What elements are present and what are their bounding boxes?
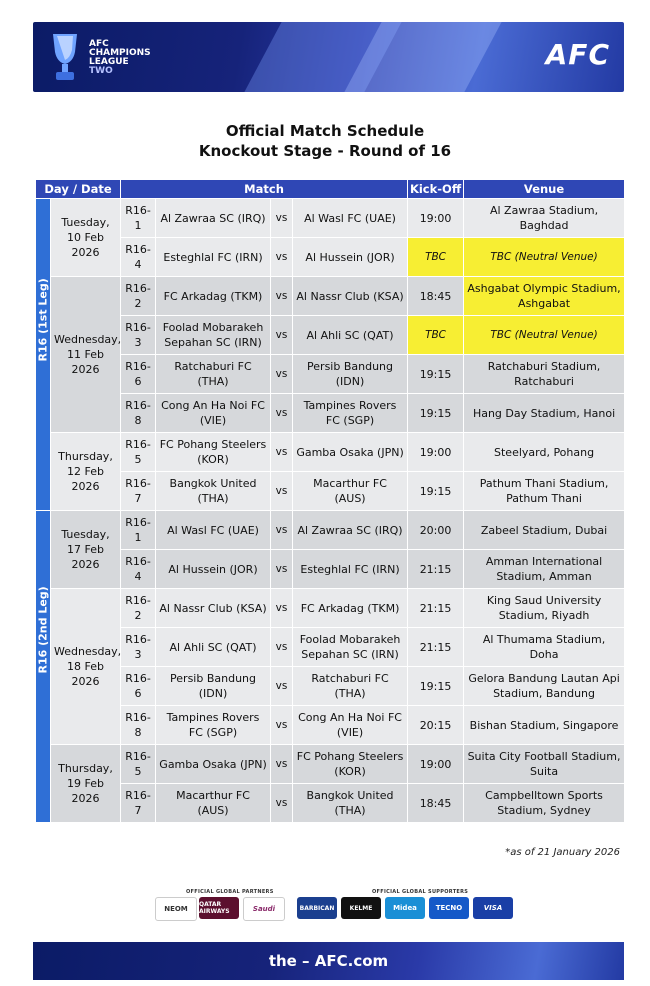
saudi-logo: Saudi	[243, 897, 285, 921]
table-row	[36, 511, 625, 550]
kickoff-time: 18:45	[408, 277, 464, 316]
qatar-airways-logo: QATAR AIRWAYS	[199, 897, 239, 919]
home-team: Macarthur FC (AUS)	[156, 784, 271, 823]
away-team: Persib Bandung (IDN)	[293, 355, 408, 394]
home-team: Al Hussein (JOR)	[156, 550, 271, 589]
barbican-logo: BARBICAN	[297, 897, 337, 919]
vs-label: vs	[271, 433, 293, 472]
venue: Gelora Bandung Lautan Api Stadium, Bandung	[464, 667, 625, 706]
venue: Pathum Thani Stadium, Pathum Thani	[464, 472, 625, 511]
competition-logo-text	[89, 40, 151, 76]
day-text: Thursday,	[58, 762, 113, 775]
header-venue: Venue	[464, 180, 625, 199]
brand-line-1: AFC	[89, 39, 109, 49]
table-row	[36, 589, 625, 628]
home-team: Ratchaburi FC (THA)	[156, 355, 271, 394]
venue: Hang Day Stadium, Hanoi	[464, 394, 625, 433]
date-text: 12 Feb 2026	[67, 465, 104, 493]
vs-label: vs	[271, 589, 293, 628]
kickoff-time: 18:45	[408, 784, 464, 823]
leg-text: R16 (2nd Leg)	[36, 586, 50, 674]
table-row	[36, 472, 625, 511]
date-text: 17 Feb 2026	[67, 543, 104, 571]
home-team: Bangkok United (THA)	[156, 472, 271, 511]
home-team: Esteghlal FC (IRN)	[156, 238, 271, 277]
date-cell	[51, 199, 121, 277]
leg-label-2	[36, 511, 51, 823]
away-team: Gamba Osaka (JPN)	[293, 433, 408, 472]
vs-label: vs	[271, 706, 293, 745]
home-team: Al Nassr Club (KSA)	[156, 589, 271, 628]
visa-logo: VISA	[473, 897, 513, 919]
footer-banner	[33, 942, 624, 980]
table-row	[36, 667, 625, 706]
match-code: R16-5	[121, 433, 156, 472]
table-row	[36, 277, 625, 316]
kickoff-time: 19:15	[408, 667, 464, 706]
home-team: Tampines Rovers FC (SGP)	[156, 706, 271, 745]
away-team: Al Wasl FC (UAE)	[293, 199, 408, 238]
home-team: Al Wasl FC (UAE)	[156, 511, 271, 550]
vs-label: vs	[271, 355, 293, 394]
page-subtitle: Knockout Stage - Round of 16	[198, 142, 452, 160]
kickoff-time: 20:00	[408, 511, 464, 550]
header-match: Match	[121, 180, 408, 199]
vs-label: vs	[271, 628, 293, 667]
away-team: Foolad Mobarakeh Sepahan SC (IRN)	[293, 628, 408, 667]
home-team: FC Pohang Steelers (KOR)	[156, 433, 271, 472]
supporters-label: OFFICIAL GLOBAL SUPPORTERS	[372, 889, 469, 895]
kickoff-time: 19:15	[408, 472, 464, 511]
table-row	[36, 238, 625, 277]
venue: Ashgabat Olympic Stadium, Ashgabat	[464, 277, 625, 316]
trophy-icon	[45, 30, 85, 84]
as-of-note: *as of 21 January 2026	[505, 847, 620, 858]
home-team: FC Arkadag (TKM)	[156, 277, 271, 316]
header-day-date: Day / Date	[36, 180, 121, 199]
date-text: 18 Feb 2026	[67, 660, 104, 688]
leg-text: R16 (1st Leg)	[36, 278, 50, 362]
afc-website-link[interactable]: the – AFC.com	[268, 952, 389, 970]
date-cell	[51, 745, 121, 823]
kickoff-time: TBC	[408, 316, 464, 355]
leg-label-1	[36, 199, 51, 511]
match-code: R16-7	[121, 472, 156, 511]
away-team: Esteghlal FC (IRN)	[293, 550, 408, 589]
table-row	[36, 433, 625, 472]
away-team: Al Ahli SC (QAT)	[293, 316, 408, 355]
table-row	[36, 199, 625, 238]
kickoff-time: TBC	[408, 238, 464, 277]
away-team: FC Arkadag (TKM)	[293, 589, 408, 628]
vs-label: vs	[271, 784, 293, 823]
vs-label: vs	[271, 667, 293, 706]
day-text: Thursday,	[58, 450, 113, 463]
match-code: R16-2	[121, 277, 156, 316]
kickoff-time: 19:00	[408, 745, 464, 784]
home-team: Cong An Ha Noi FC (VIE)	[156, 394, 271, 433]
brand-line-2: CHAMPIONS	[89, 48, 151, 58]
venue: King Saud University Stadium, Riyadh	[464, 589, 625, 628]
match-code: R16-8	[121, 706, 156, 745]
away-team: Tampines Rovers FC (SGP)	[293, 394, 408, 433]
page-title: Official Match Schedule	[225, 122, 425, 140]
date-cell	[51, 433, 121, 511]
kickoff-time: 19:00	[408, 433, 464, 472]
date-text: 11 Feb 2026	[67, 348, 104, 376]
home-team: Foolad Mobarakeh Sepahan SC (IRN)	[156, 316, 271, 355]
venue: Amman International Stadium, Amman	[464, 550, 625, 589]
day-text: Wednesday,	[54, 645, 122, 658]
home-team: Persib Bandung (IDN)	[156, 667, 271, 706]
vs-label: vs	[271, 394, 293, 433]
neom-logo: NEOM	[155, 897, 197, 921]
venue: Ratchaburi Stadium, Ratchaburi	[464, 355, 625, 394]
venue: Al Zawraa Stadium, Baghdad	[464, 199, 625, 238]
table-row	[36, 745, 625, 784]
table-row	[36, 394, 625, 433]
match-code: R16-7	[121, 784, 156, 823]
home-team: Al Ahli SC (QAT)	[156, 628, 271, 667]
match-code: R16-6	[121, 355, 156, 394]
away-team: Ratchaburi FC (THA)	[293, 667, 408, 706]
date-text: 10 Feb 2026	[67, 231, 104, 259]
venue: Bishan Stadium, Singapore	[464, 706, 625, 745]
brand-line-3: LEAGUE	[89, 57, 129, 67]
kickoff-time: 19:00	[408, 199, 464, 238]
top-banner	[33, 22, 624, 92]
kickoff-time: 21:15	[408, 589, 464, 628]
vs-label: vs	[271, 745, 293, 784]
kickoff-time: 21:15	[408, 550, 464, 589]
afc-logo: AFC	[545, 38, 610, 71]
kickoff-time: 19:15	[408, 355, 464, 394]
table-row	[36, 316, 625, 355]
table-row	[36, 706, 625, 745]
match-code: R16-4	[121, 550, 156, 589]
away-team: Al Hussein (JOR)	[293, 238, 408, 277]
date-text: 19 Feb 2026	[67, 777, 104, 805]
table-row	[36, 550, 625, 589]
vs-label: vs	[271, 511, 293, 550]
midea-logo: Midea	[385, 897, 425, 919]
home-team: Gamba Osaka (JPN)	[156, 745, 271, 784]
match-schedule-table	[35, 179, 625, 823]
day-text: Tuesday,	[61, 528, 110, 541]
match-code: R16-8	[121, 394, 156, 433]
table-row	[36, 628, 625, 667]
table-row	[36, 355, 625, 394]
match-code: R16-2	[121, 589, 156, 628]
away-team: FC Pohang Steelers (KOR)	[293, 745, 408, 784]
away-team: Al Zawraa SC (IRQ)	[293, 511, 408, 550]
vs-label: vs	[271, 472, 293, 511]
match-code: R16-1	[121, 511, 156, 550]
vs-label: vs	[271, 316, 293, 355]
partners-label: OFFICIAL GLOBAL PARTNERS	[186, 889, 274, 895]
away-team: Al Nassr Club (KSA)	[293, 277, 408, 316]
away-team: Macarthur FC (AUS)	[293, 472, 408, 511]
table-row	[36, 784, 625, 823]
vs-label: vs	[271, 199, 293, 238]
day-text: Wednesday,	[54, 333, 122, 346]
match-code: R16-4	[121, 238, 156, 277]
match-code: R16-1	[121, 199, 156, 238]
venue: Zabeel Stadium, Dubai	[464, 511, 625, 550]
brand-line-4: TWO	[89, 66, 113, 76]
venue: Steelyard, Pohang	[464, 433, 625, 472]
date-cell	[51, 277, 121, 433]
venue: TBC (Neutral Venue)	[464, 316, 625, 355]
kickoff-time: 21:15	[408, 628, 464, 667]
venue: Suita City Football Stadium, Suita	[464, 745, 625, 784]
away-team: Cong An Ha Noi FC (VIE)	[293, 706, 408, 745]
vs-label: vs	[271, 277, 293, 316]
match-code: R16-3	[121, 316, 156, 355]
match-code: R16-3	[121, 628, 156, 667]
date-cell	[51, 511, 121, 589]
venue: Campbelltown Sports Stadium, Sydney	[464, 784, 625, 823]
day-text: Tuesday,	[61, 216, 110, 229]
vs-label: vs	[271, 238, 293, 277]
table-header-row	[36, 180, 625, 199]
vs-label: vs	[271, 550, 293, 589]
kickoff-time: 20:15	[408, 706, 464, 745]
match-code: R16-6	[121, 667, 156, 706]
away-team: Bangkok United (THA)	[293, 784, 408, 823]
kelme-logo: KELME	[341, 897, 381, 919]
home-team: Al Zawraa SC (IRQ)	[156, 199, 271, 238]
venue: TBC (Neutral Venue)	[464, 238, 625, 277]
kickoff-time: 19:15	[408, 394, 464, 433]
venue: Al Thumama Stadium, Doha	[464, 628, 625, 667]
tecno-logo: TECNO	[429, 897, 469, 919]
date-cell	[51, 589, 121, 745]
header-kickoff: Kick-Off	[408, 180, 464, 199]
match-code: R16-5	[121, 745, 156, 784]
